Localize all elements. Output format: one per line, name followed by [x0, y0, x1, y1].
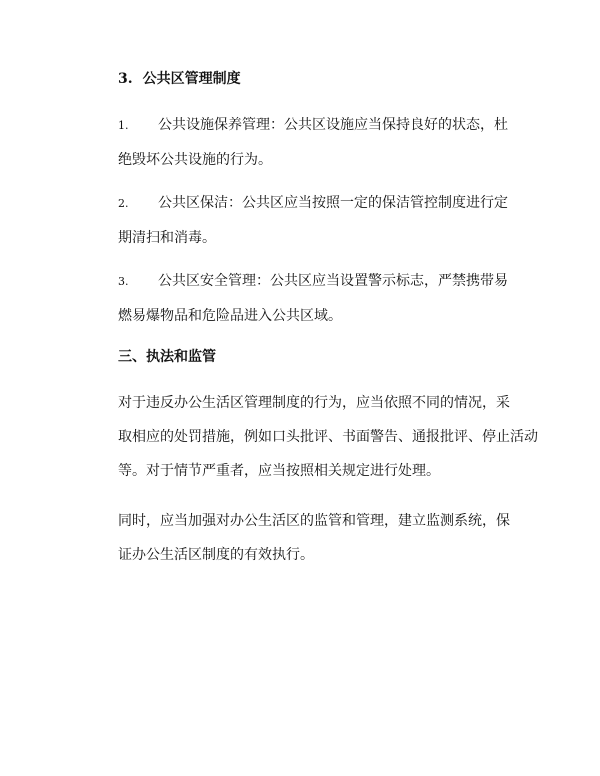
section-three-heading: 三、执法和监管 [118, 349, 216, 365]
list-item-1-text-line2: 绝毁坏公共设施的行为。 [118, 152, 272, 168]
paragraph-1-line1: 对于违反办公生活区管理制度的行为，应当依照不同的情况，采 [118, 395, 510, 411]
list-item-3-text-line1: 公共区安全管理：公共区应当设置警示标志，严禁携带易 [158, 273, 508, 289]
paragraph-1 [118, 386, 538, 488]
list-item-2-marker: 2. [118, 197, 129, 210]
list-item-2-text-line1: 公共区保洁：公共区应当按照一定的保洁管控制度进行定 [158, 195, 508, 211]
list-item-1 [118, 108, 508, 177]
list-item-2 [118, 186, 508, 255]
paragraph-1-line3: 等。对于情节严重者，应当按照相关规定进行处理。 [118, 463, 440, 479]
paragraph-2 [118, 504, 510, 572]
list-item-2-text-line2: 期清扫和消毒。 [118, 230, 216, 246]
section-3-title: 公共区管理制度 [142, 71, 241, 87]
list-item-3-text-line2: 燃易爆物品和危险品进入公共区域。 [118, 308, 342, 324]
list-item-3 [118, 264, 508, 333]
section-3-heading [118, 70, 241, 88]
paragraph-1-line2: 取相应的处罚措施，例如口头批评、书面警告、通报批评、停止活动 [118, 429, 538, 445]
list-item-1-marker: 1. [118, 119, 129, 132]
paragraph-2-line1: 同时，应当加强对办公生活区的监管和管理，建立监测系统，保 [118, 513, 510, 529]
paragraph-2-line2: 证办公生活区制度的有效执行。 [118, 547, 314, 563]
list-item-3-marker: 3. [118, 275, 129, 288]
list-item-1-text-line1: 公共设施保养管理：公共区设施应当保持良好的状态，杜 [158, 117, 508, 133]
section-3-number: 3. [118, 71, 133, 87]
